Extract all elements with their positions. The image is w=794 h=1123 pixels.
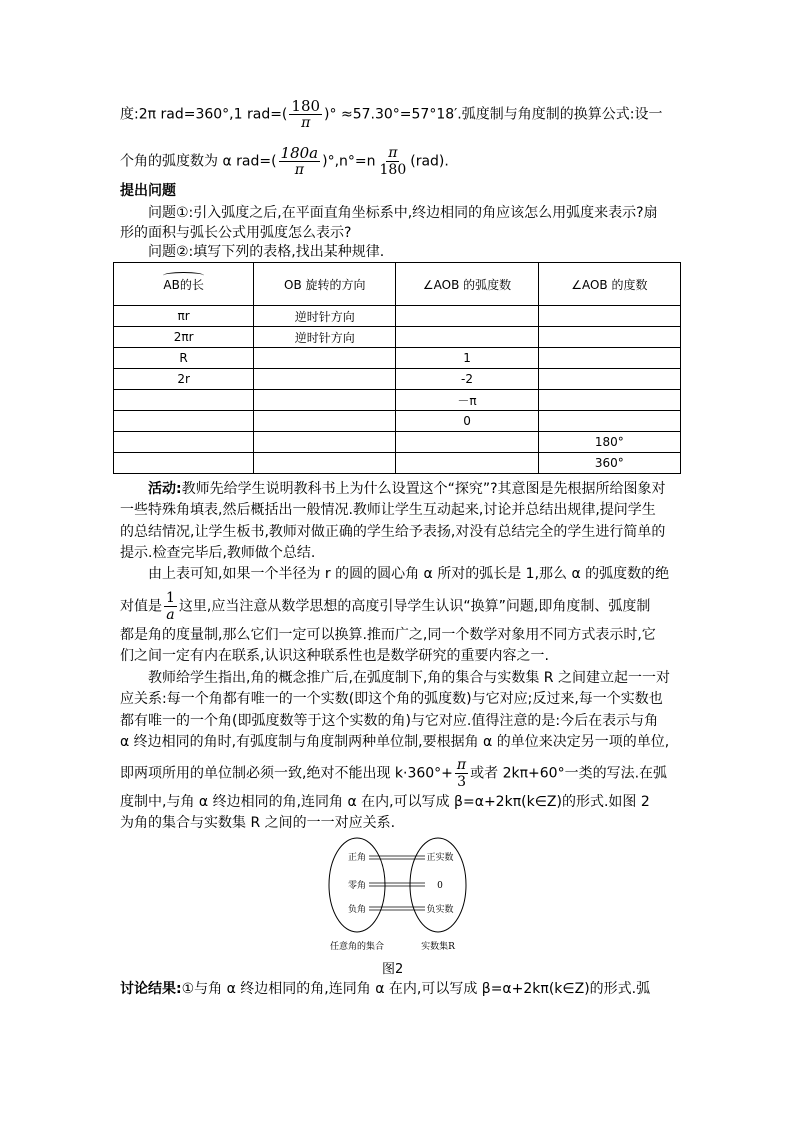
question-1-line-1: 问题①:引入弧度之后,在平面直角坐标系中,终边相同的角应该怎么用弧度来表示?扇 <box>148 205 658 221</box>
result-label: 讨论结果: <box>120 981 182 997</box>
activity-line-1 <box>148 479 666 499</box>
table-cell <box>538 327 680 348</box>
paragraph-3-line-3: 都是角的度量制,那么它们一定可以换算.推而广之,同一个数学对象用不同方式表示时,它 <box>120 627 656 643</box>
table-cell <box>254 411 396 432</box>
fraction-numerator: π <box>456 757 467 773</box>
paragraph-4-line-2: 应关系:每一个角都有唯一的一个实数(即这个角的弧度数)与它对应;反过来,每一个实数也 <box>120 691 663 707</box>
activity-line-2: 一些特殊角填表,然后概括出一般情况.教师让学生互动起来,讨论并总结出规律,提问学生 <box>120 502 656 518</box>
table-cell <box>254 453 396 474</box>
table-row <box>114 327 681 348</box>
paragraph-4-line-3: 都有唯一的一个角(即弧度数等于这个实数的角)与它对应.值得注意的是:今后在表示与角 <box>120 713 659 729</box>
table-cell: 2πr <box>114 327 254 348</box>
table-header-cell: OB 旋转的方向 <box>254 263 396 306</box>
section-heading: 提出问题 <box>120 183 176 199</box>
table-row <box>114 453 681 474</box>
positive-angle-label: 正角 <box>347 853 367 863</box>
positive-real-label: 正实数 <box>426 853 454 863</box>
table-header-cell: ∠AOB 的度数 <box>538 263 680 306</box>
table-row <box>114 306 681 327</box>
paragraph-4-line-1: 教师给学生指出,角的概念推广后,在弧度制下,角的集合与实数集 R 之间建立起一一对 <box>148 670 670 686</box>
table-cell <box>538 306 680 327</box>
text-segment: )° ≈57.30°=57°18′.弧度制与角度制的换算公式:设一 <box>324 106 663 123</box>
table-cell <box>254 432 396 453</box>
table-cell <box>114 432 254 453</box>
paragraph-3-line-4: 们之间一定有内在联系,认识这种联系性也是数学研究的重要内容之一. <box>120 648 549 664</box>
text-segment: 这里,应当注意从数学思想的高度引导学生认识“换算”问题,即角度制、弧度制 <box>178 598 651 615</box>
paragraph-4-line-7: 为角的集合与实数集 R 之间的一一对应关系. <box>120 815 396 831</box>
table-header-cell <box>114 263 254 306</box>
negative-real-label: 负实数 <box>426 905 454 915</box>
table-header-cell: ∠AOB 的弧度数 <box>396 263 538 306</box>
table-cell <box>254 369 396 390</box>
table-row <box>114 348 681 369</box>
figure-caption: 图2 <box>382 962 404 977</box>
zero-angle-label: 零角 <box>347 881 367 891</box>
real-set-label: 实数集R <box>421 942 455 952</box>
table-cell: 1 <box>396 348 538 369</box>
fraction-180a-over-pi <box>279 145 321 178</box>
text-segment: 教师先给学生说明教科书上为什么设置这个“探究”?其意图是先根据所给图象对 <box>181 481 666 497</box>
text-segment: (rad). <box>410 153 449 170</box>
table-row <box>114 369 681 390</box>
conversion-line-1 <box>120 98 662 131</box>
fraction-1-over-a <box>164 590 177 623</box>
table-cell: πr <box>114 306 254 327</box>
table-cell <box>114 453 254 474</box>
activity-label: 活动: <box>148 481 182 497</box>
fraction-numerator: 180a <box>280 144 319 162</box>
table-row <box>114 390 681 411</box>
fraction-denominator: π <box>301 115 311 131</box>
mapping-arrows <box>369 856 425 910</box>
table-cell <box>114 411 254 432</box>
angle-set-label: 任意角的集合 <box>329 942 385 952</box>
paragraph-3-line-2 <box>120 590 650 623</box>
text-segment: 即两项所用的单位制必须一致,绝对不能出现 k·360°+ <box>120 765 453 782</box>
fraction-denominator: 180 <box>379 162 407 178</box>
activity-line-4: 提示.检查完毕后,教师做个总结. <box>120 545 316 561</box>
mapping-diagram <box>325 835 470 960</box>
table-cell: R <box>114 348 254 369</box>
text-segment: ①与角 α 终边相同的角,连同角 α 在内,可以写成 β=α+2kπ(k∈Z)的形式.弧 <box>181 981 651 997</box>
table-cell: 0 <box>396 411 538 432</box>
table-cell: 逆时针方向 <box>254 327 396 348</box>
table-cell <box>254 390 396 411</box>
text-segment: 对值是 <box>120 598 162 615</box>
question-1-line-2: 形的面积与弧长公式用弧度怎么表示? <box>120 225 352 241</box>
fraction-denominator: π <box>294 162 304 178</box>
text-segment: 度:2π rad=360°,1 rad=( <box>120 106 288 123</box>
fraction-numerator: π <box>388 145 398 161</box>
negative-angle-label: 负角 <box>347 905 367 915</box>
paragraph-4-line-4: α 终边相同的角时,有弧度制与角度制两种单位制,要根据角 α 的单位来决定另一项的单位, <box>120 734 670 750</box>
table-cell <box>396 327 538 348</box>
table-cell: -2 <box>396 369 538 390</box>
table-cell <box>114 390 254 411</box>
fraction-pi-over-180 <box>378 145 409 178</box>
fraction-pi-over-3 <box>455 757 468 790</box>
arc-ab-label: AB的长 <box>163 277 204 292</box>
table-header-row <box>114 263 681 306</box>
table-cell: 逆时针方向 <box>254 306 396 327</box>
text-segment: 或者 2kπ+60°一类的写法.在弧 <box>470 765 668 782</box>
table-cell: 2r <box>114 369 254 390</box>
text-segment: 个角的弧度数为 α rad=( <box>120 153 277 170</box>
table-cell: 180° <box>538 432 680 453</box>
paragraph-3-line-1: 由上表可知,如果一个半径为 r 的圆的圆心角 α 所对的弧长是 1,那么 α 的弧度数的绝 <box>148 566 670 582</box>
fraction-numerator: 1 <box>166 590 175 606</box>
table-cell <box>538 411 680 432</box>
fraction-denominator: 3 <box>457 774 466 790</box>
zero-real-label: 0 <box>437 881 443 891</box>
table-cell <box>538 369 680 390</box>
question-2: 问题②:填写下列的表格,找出某种规律. <box>148 244 385 260</box>
text-segment: )°,n°=n <box>322 153 376 170</box>
table-row <box>114 432 681 453</box>
table-cell <box>396 306 538 327</box>
fraction-180-over-pi <box>289 98 322 131</box>
table-cell <box>396 453 538 474</box>
discussion-result-line <box>120 979 650 999</box>
conversion-line-2 <box>120 145 449 178</box>
angle-table <box>113 262 681 474</box>
table-cell <box>254 348 396 369</box>
activity-line-3: 的总结情况,让学生板书,教师对做正确的学生给予表扬,对没有总结完全的学生进行简单的 <box>120 524 666 540</box>
fraction-denominator: a <box>166 607 175 623</box>
paragraph-4-line-6: 度制中,与角 α 终边相同的角,连同角 α 在内,可以写成 β=α+2kπ(k∈Z)的形式.如图 2 <box>120 794 650 810</box>
table-cell: －π <box>396 390 538 411</box>
fraction-numerator: 180 <box>291 97 321 115</box>
table-row <box>114 411 681 432</box>
table-cell: 360° <box>538 453 680 474</box>
table-cell <box>396 432 538 453</box>
paragraph-4-line-5 <box>120 757 667 790</box>
table-cell <box>538 390 680 411</box>
table-cell <box>538 348 680 369</box>
